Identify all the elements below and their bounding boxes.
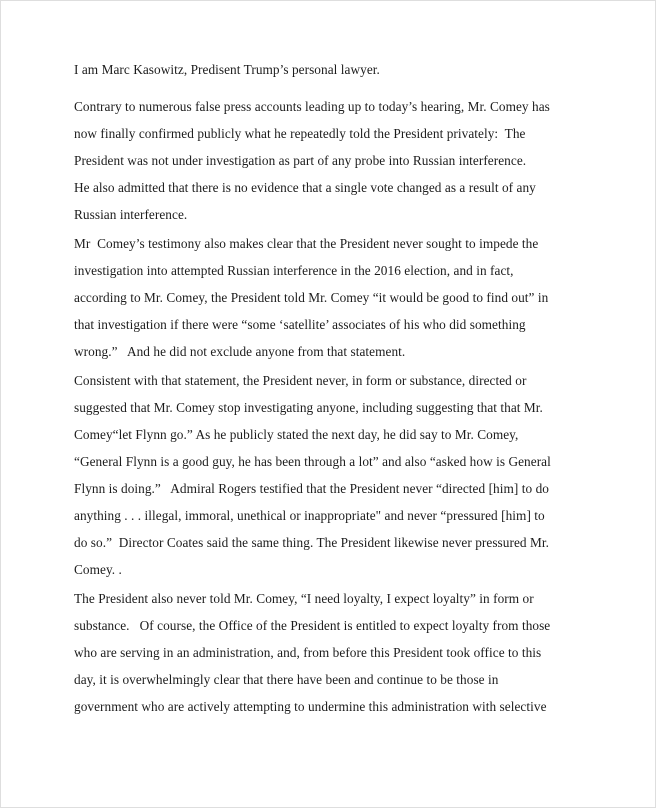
text-line: Comey. . [74,562,122,577]
paragraph [74,230,631,365]
text-line: who are serving in an administration, and, from before this President took office to this [74,645,542,660]
text-line: “General Flynn is a good guy, he has been through a lot” and also “asked how is General [74,454,551,469]
text-line: He also admitted that there is no evidence that a single vote changed as a result of any [74,180,536,195]
text-line: Flynn is doing.” Admiral Rogers testified that the President never “directed [him] to do [74,481,549,496]
text-line: government who are actively attempting to undermine this administration with selective [74,699,547,714]
text-line: President was not under investigation as part of any probe into Russian interference. [74,153,527,168]
text-line: anything . . . illegal, immoral, unethical or inappropriate" and never “pressured [him] to [74,508,545,523]
paragraph [74,56,631,83]
text-line: wrong.” And he did not exclude anyone from that statement. [74,344,406,359]
text-line: now finally confirmed publicly what he repeatedly told the President privately: The [74,126,526,141]
text-line: day, it is overwhelmingly clear that there have been and continue to be those in [74,672,499,687]
text-line: do so.” Director Coates said the same thing. The President likewise never pressured Mr. [74,535,549,550]
text-line: Comey“let Flynn go.” As he publicly stated the next day, he did say to Mr. Comey, [74,427,519,442]
text-line: according to Mr. Comey, the President told Mr. Comey “it would be good to find out” in [74,290,549,305]
text-line: substance. Of course, the Office of the President is entitled to expect loyalty from those [74,618,551,633]
text-line: that investigation if there were “some ‘satellite’ associates of his who did something [74,317,526,332]
paragraph [74,585,631,720]
paragraph [74,93,631,228]
text-line: investigation into attempted Russian interference in the 2016 election, and in fact, [74,263,514,278]
document-body [1,1,655,807]
text-line: The President also never told Mr. Comey, “I need loyalty, I expect loyalty” in form or [74,591,534,606]
paragraph [74,367,631,583]
text-line: Mr Comey’s testimony also makes clear that the President never sought to impede the [74,236,539,251]
text-line: suggested that Mr. Comey stop investigating anyone, including suggesting that that Mr. [74,400,543,415]
text-line: Contrary to numerous false press accounts leading up to today’s hearing, Mr. Comey has [74,99,550,114]
text-line: Russian interference. [74,207,188,222]
text-line: I am Marc Kasowitz, Predisent Trump’s personal lawyer. [74,62,380,77]
text-line: Consistent with that statement, the President never, in form or substance, directed or [74,373,527,388]
